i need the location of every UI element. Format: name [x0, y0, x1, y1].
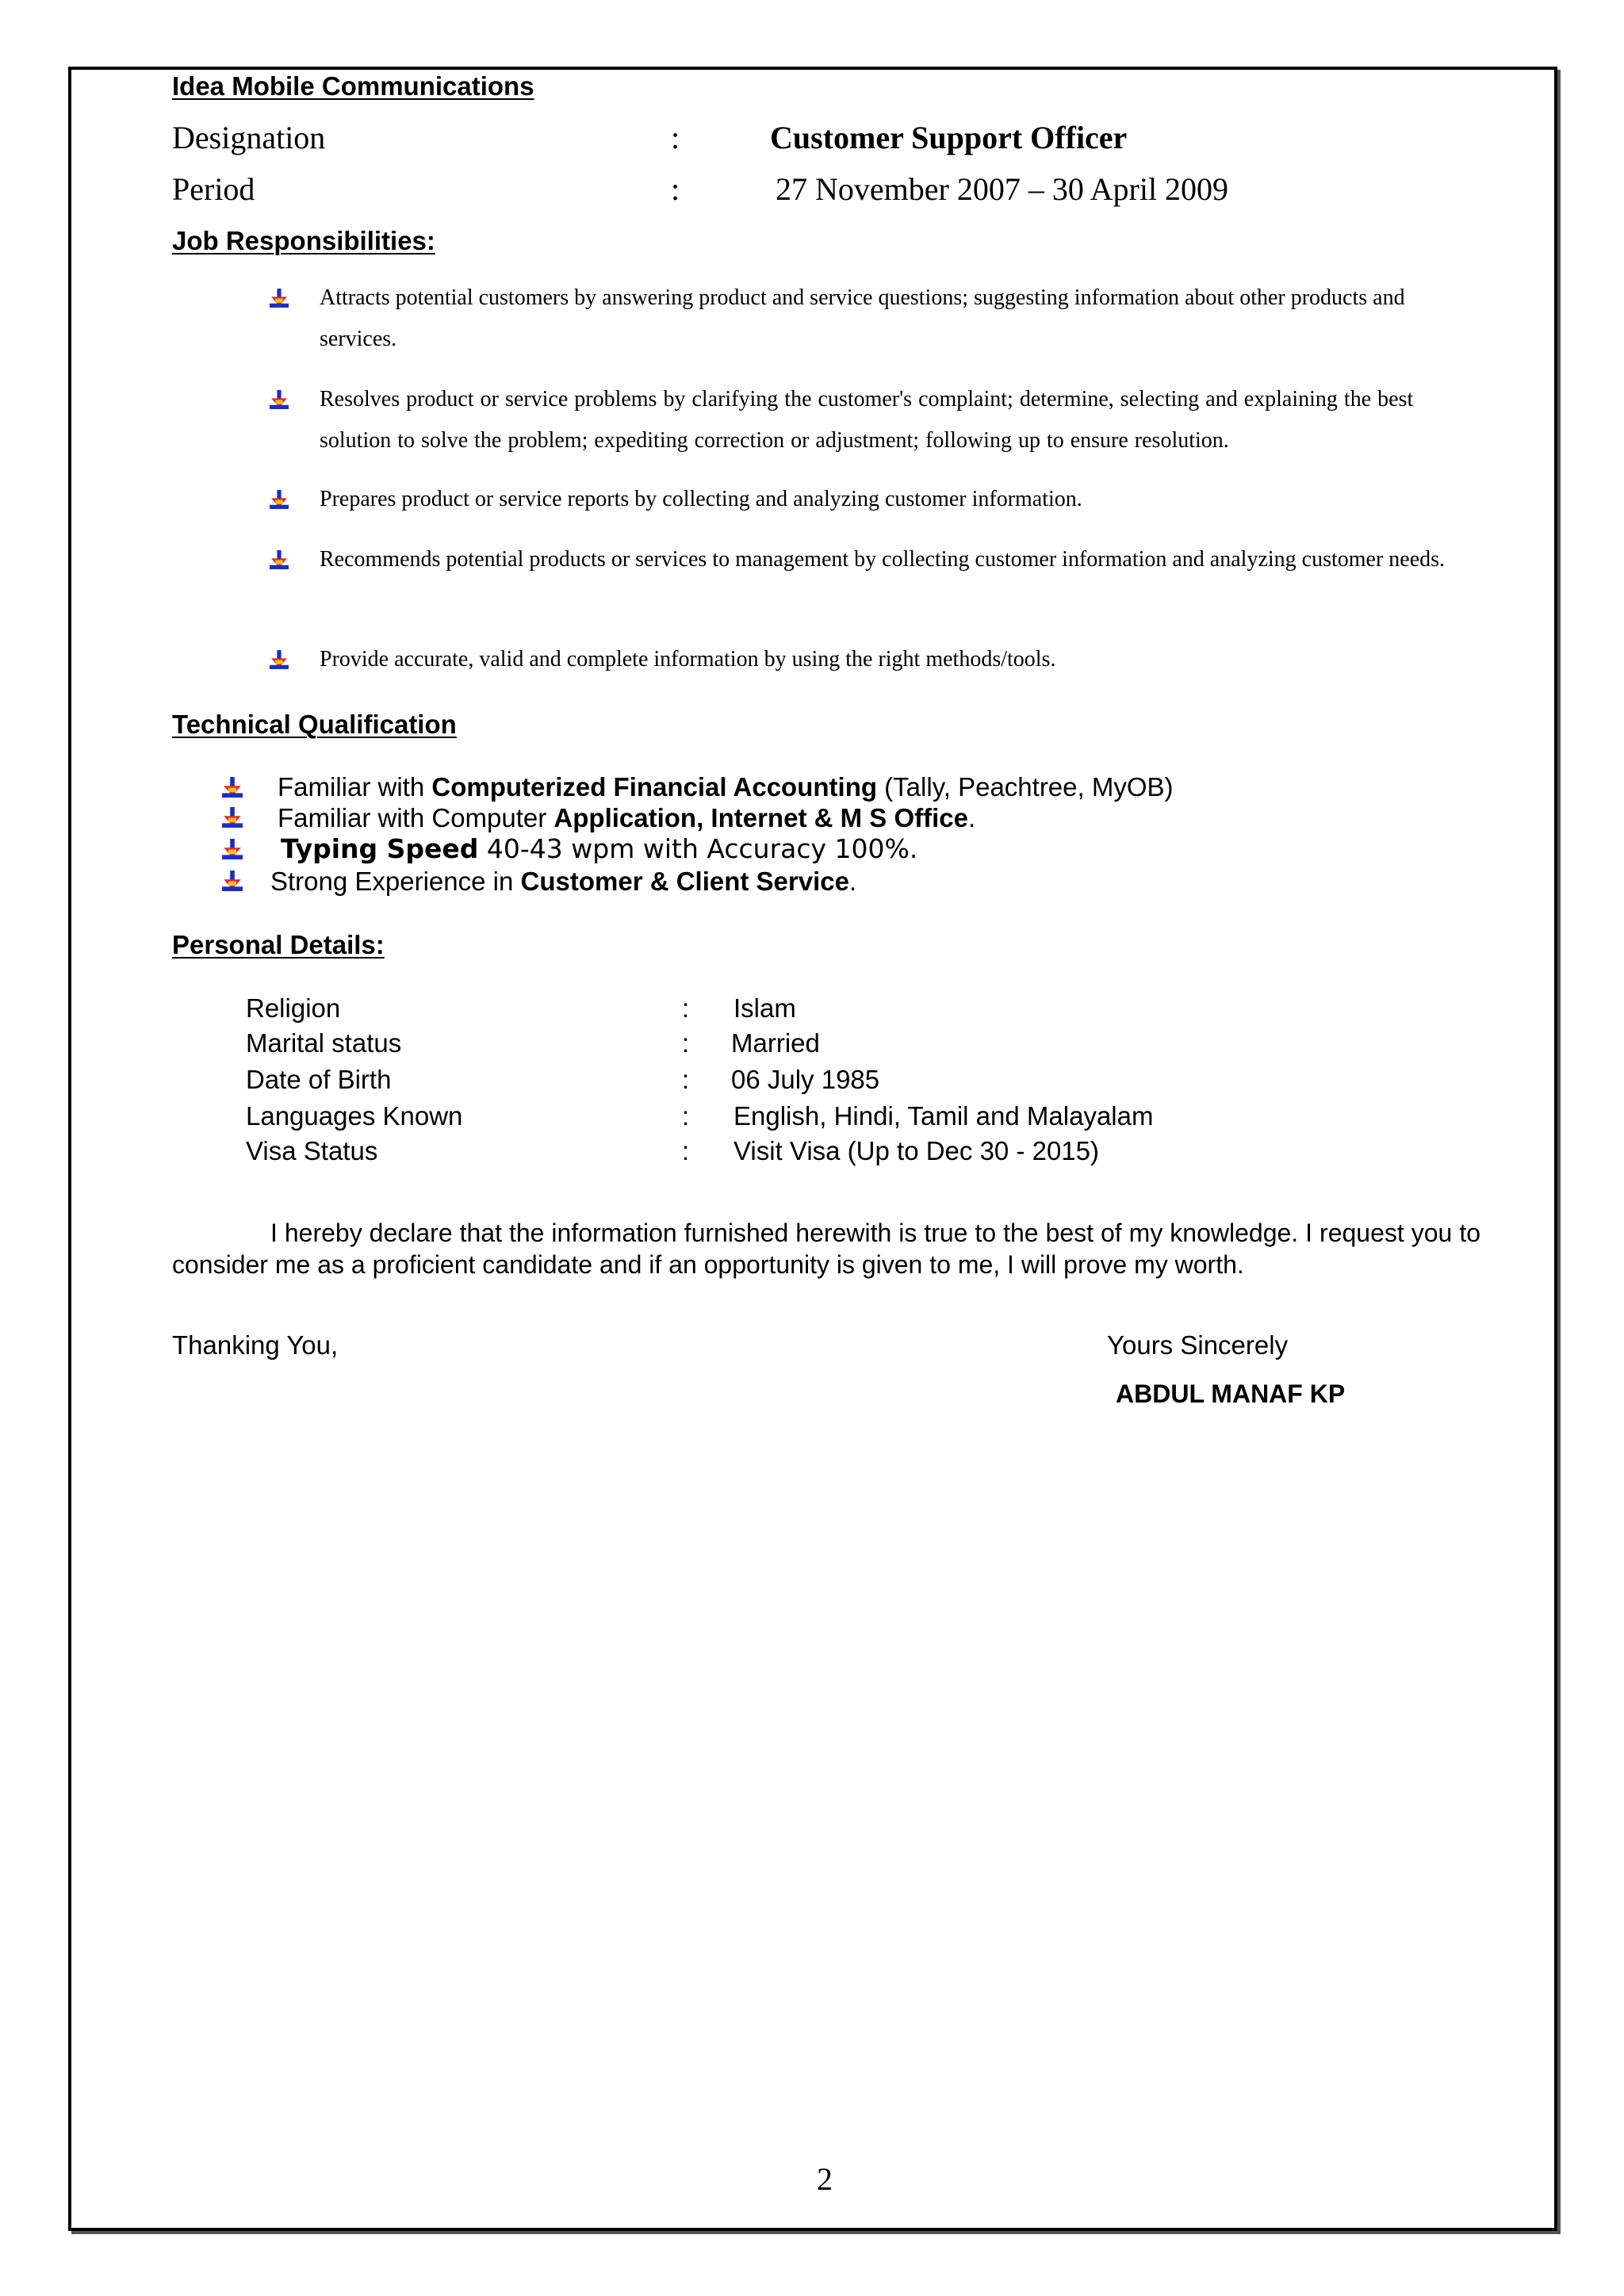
period-separator: :	[671, 171, 680, 207]
bullet-arrow-icon	[270, 289, 289, 308]
personal-separator: :	[682, 1028, 690, 1058]
personal-separator: :	[682, 993, 690, 1023]
personal-label: Languages Known	[246, 1101, 463, 1131]
personal-label: Marital status	[246, 1028, 402, 1058]
yours-sincerely-text: Yours Sincerely	[1107, 1330, 1289, 1360]
technical-item-text: 40-43 wpm with Accuracy 100%.	[478, 833, 918, 864]
bullet-arrow-icon	[270, 650, 289, 669]
responsibility-item: Recommends potential products or services to management by collecting customer information and analyzing customer needs.	[320, 547, 1446, 572]
page-number: 2	[817, 2161, 833, 2197]
declaration-text: I hereby declare that the information furnished herewith is true to the best of my knowledge. I request you to consider me as a proficient candidate and if an opportunity is given to me, I will prove my worth.	[172, 1219, 1480, 1279]
designation-value: Customer Support Officer	[770, 120, 1128, 155]
technical-item-bold: Application, Internet & M S Office	[553, 803, 968, 832]
technical-item-text: Strong Experience in	[270, 867, 521, 896]
designation-label: Designation	[172, 120, 326, 155]
responsibility-item: Resolves product or service problems by clarifying the customer's complaint; determine, selecting and explaining the best solution to solve the problem; expediting correction or adjustment; following up to ensure resolution.	[320, 387, 1414, 453]
bullet-arrow-icon	[222, 807, 243, 828]
technical-item-text: (Tally, Peachtree, MyOB)	[877, 772, 1174, 802]
technical-item-text: Familiar with	[278, 772, 432, 802]
personal-label: Visa Status	[246, 1136, 378, 1165]
personal-separator: :	[682, 1065, 690, 1094]
technical-item-bold: Customer & Client Service	[520, 867, 849, 896]
responsibility-item: Attracts potential customers by answering product and service questions; suggesting information about other products and services.	[320, 285, 1405, 351]
technical-item-text: Familiar with Computer	[278, 803, 554, 832]
technical-item-bold: Computerized Financial Accounting	[431, 772, 878, 802]
technical-item	[278, 772, 1174, 802]
personal-value: 06 July 1985	[731, 1065, 880, 1094]
personal-details-heading: Personal Details:	[172, 930, 385, 959]
personal-label: Date of Birth	[246, 1065, 392, 1094]
technical-item-text: .	[967, 803, 976, 832]
technical-item-bold: Typing Speed	[281, 833, 479, 864]
technical-item	[281, 833, 917, 864]
personal-label: Religion	[246, 993, 341, 1023]
responsibility-item: Provide accurate, valid and complete information by using the right methods/tools.	[320, 647, 1056, 672]
bullet-arrow-icon	[222, 777, 243, 798]
bullet-arrow-icon	[270, 490, 289, 509]
personal-separator: :	[682, 1101, 690, 1131]
technical-item	[278, 803, 975, 833]
period-value: 27 November 2007 – 30 April 2009	[776, 171, 1229, 207]
job-responsibilities-heading: Job Responsibilities:	[172, 226, 435, 255]
technical-qualification-heading: Technical Qualification	[172, 710, 457, 739]
personal-value: English, Hindi, Tamil and Malayalam	[733, 1101, 1154, 1131]
personal-value: Visit Visa (Up to Dec 30 - 2015)	[733, 1136, 1100, 1165]
bullet-arrow-icon	[270, 390, 289, 409]
technical-item	[270, 867, 856, 897]
thanking-you-text: Thanking You,	[172, 1330, 339, 1360]
bullet-arrow-icon	[222, 871, 243, 891]
technical-item-text: .	[848, 867, 857, 896]
personal-value: Islam	[733, 993, 796, 1023]
personal-value: Married	[731, 1028, 820, 1058]
employer-name: Idea Mobile Communications	[172, 71, 534, 101]
bullet-arrow-icon	[222, 839, 243, 859]
period-label: Period	[172, 171, 255, 207]
designation-separator: :	[671, 120, 680, 155]
responsibility-item: Prepares product or service reports by collecting and analyzing customer information.	[320, 487, 1082, 511]
personal-separator: :	[682, 1136, 690, 1165]
bullet-arrow-icon	[270, 550, 289, 569]
signatory-name: ABDUL MANAF KP	[1116, 1380, 1346, 1408]
